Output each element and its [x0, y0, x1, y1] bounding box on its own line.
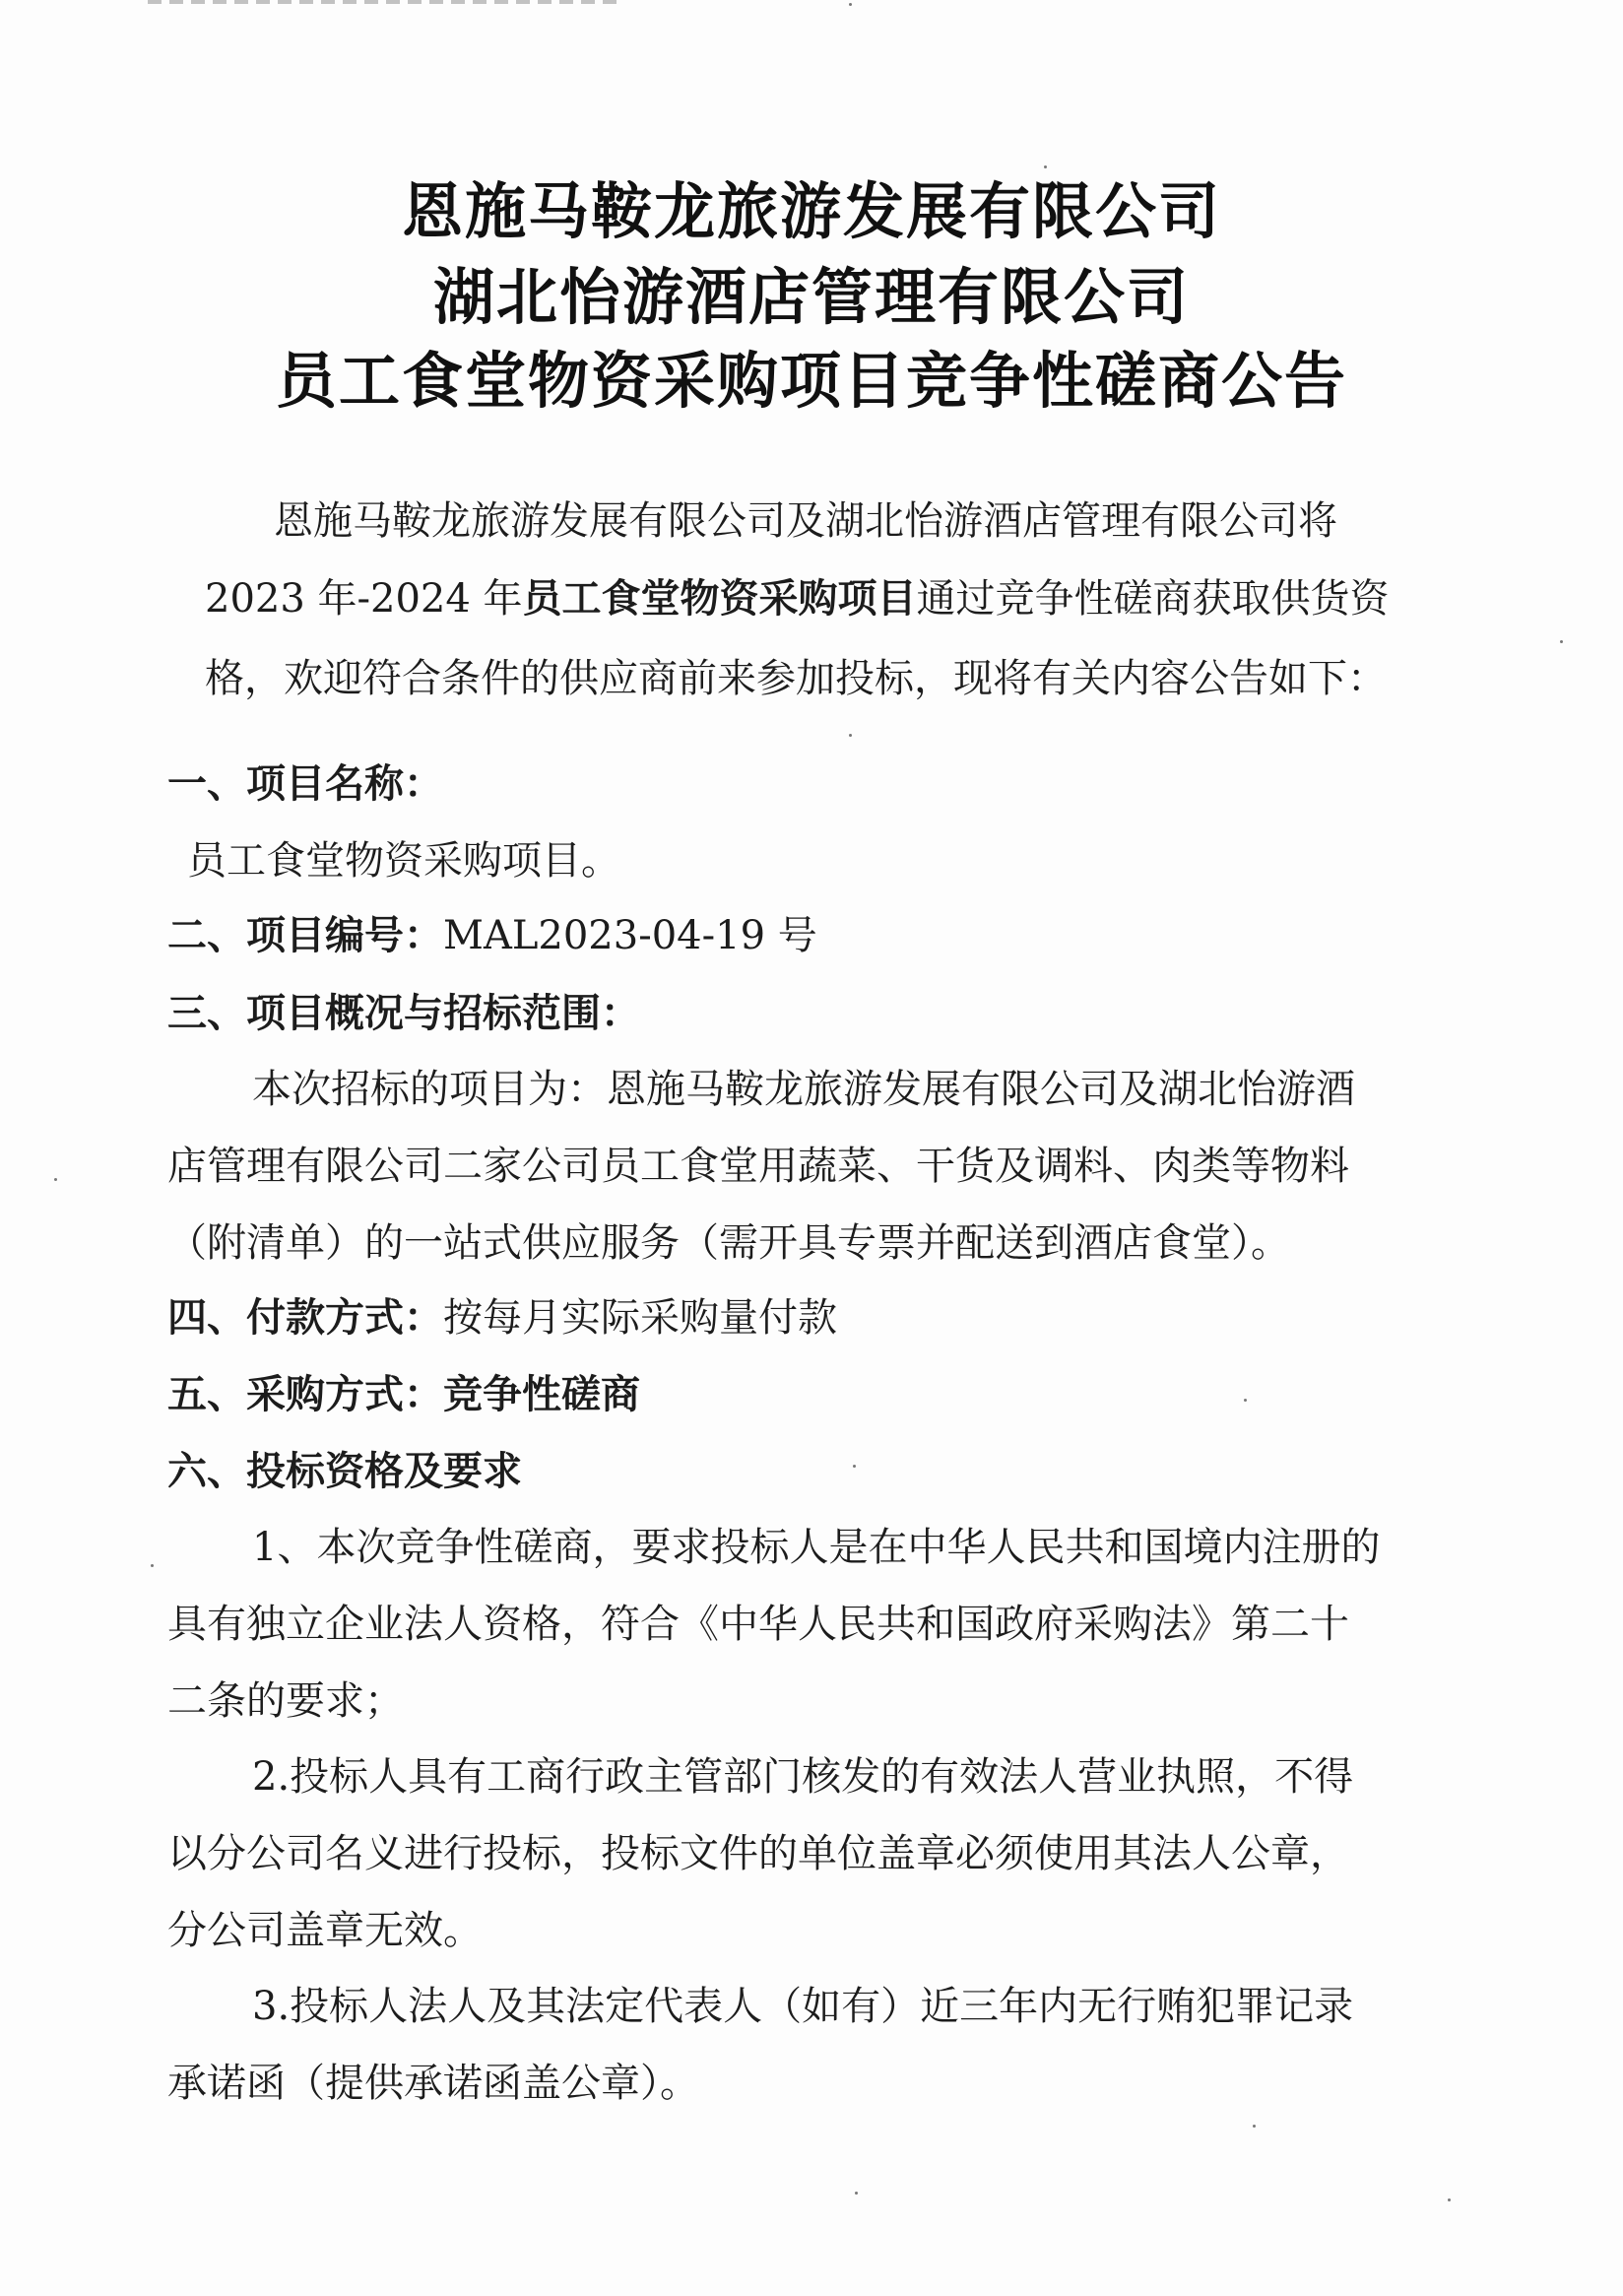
section-3-line-1: 本次招标的项目为：恩施马鞍龙旅游发展有限公司及湖北怡游酒: [252, 1067, 1355, 1112]
req-2-line-2: 以分公司名义进行投标，投标文件的单位盖章必须使用其法人公章，: [167, 1831, 1349, 1876]
scan-speck: [1044, 165, 1047, 168]
intro-line-2-rest: 通过竞争性磋商获取供货资: [916, 576, 1390, 622]
scan-speck: [853, 1465, 856, 1468]
section-1-heading: 一、项目名称：: [167, 761, 443, 807]
section-2-heading: [167, 912, 817, 959]
req-2-line-1: 2.投标人具有工商行政主管部门核发的有效法人营业执照，不得: [252, 1754, 1354, 1800]
scan-speck: [151, 1564, 154, 1567]
scan-artifact: [148, 0, 620, 4]
intro-line-3: 格，欢迎符合条件的供应商前来参加投标，现将有关内容公告如下：: [205, 656, 1387, 701]
section-3-heading: 三、项目概况与招标范围：: [167, 991, 640, 1036]
req-1-line-2: 具有独立企业法人资格，符合《中华人民共和国政府采购法》第二十: [167, 1602, 1349, 1647]
section-4-heading: [167, 1294, 837, 1342]
intro-line-1: 恩施马鞍龙旅游发展有限公司及湖北怡游酒店管理有限公司将: [274, 498, 1337, 544]
req-1-line-1: 1、本次竞争性磋商，要求投标人是在中华人民共和国境内注册的: [252, 1525, 1381, 1570]
scan-speck: [849, 3, 852, 6]
req-2-line-3: 分公司盖章无效。: [167, 1908, 483, 1953]
scan-speck: [855, 2192, 858, 2195]
title-line-3: 员工食堂物资采购项目竞争性磋商公告: [275, 345, 1347, 417]
scan-speck: [54, 1178, 57, 1181]
intro-years: 2023 年-2024 年: [205, 576, 523, 622]
intro-project-name: 员工食堂物资采购项目: [522, 576, 917, 622]
scan-speck: [1244, 1399, 1247, 1402]
title-line-1: 恩施马鞍龙旅游发展有限公司: [401, 175, 1221, 247]
scan-speck: [1448, 2198, 1451, 2201]
req-1-line-3: 二条的要求；: [167, 1678, 404, 1724]
req-3-line-2: 承诺函（提供承诺函盖公章）。: [167, 2061, 699, 2106]
scan-speck: [1253, 2125, 1256, 2128]
section-6-heading: 六、投标资格及要求: [167, 1449, 522, 1494]
procurement-method: 竞争性磋商: [443, 1372, 640, 1417]
scan-speck: [849, 734, 852, 737]
intro-line-2: [205, 575, 1390, 623]
section-3-line-3: （附清单）的一站式供应服务（需开具专票并配送到酒店食堂）。: [167, 1220, 1290, 1266]
payment-method: 按每月实际采购量付款: [443, 1295, 837, 1341]
section-5-heading: [167, 1371, 640, 1418]
scan-speck: [1560, 640, 1563, 643]
req-3-line-1: 3.投标人法人及其法定代表人（如有）近三年内无行贿犯罪记录: [252, 1984, 1354, 2029]
section-2-label: 二、项目编号：: [167, 913, 443, 958]
section-3-line-2: 店管理有限公司二家公司员工食堂用蔬菜、干货及调料、肉类等物料: [167, 1144, 1349, 1189]
section-4-label: 四、付款方式：: [167, 1295, 443, 1341]
section-5-label: 五、采购方式：: [167, 1372, 443, 1417]
section-1-body: 员工食堂物资采购项目。: [187, 838, 620, 884]
project-number: MAL2023-04-19 号: [443, 913, 817, 958]
title-line-2: 湖北怡游酒店管理有限公司: [432, 261, 1190, 333]
